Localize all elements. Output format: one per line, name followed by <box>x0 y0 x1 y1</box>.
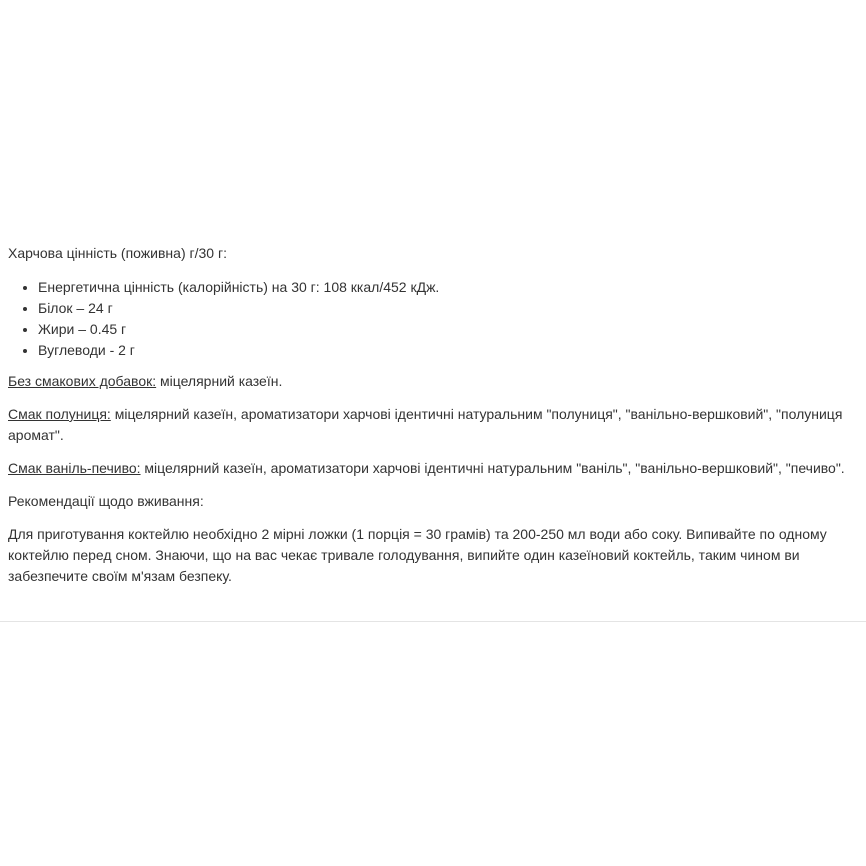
nutrition-heading: Харчова цінність (поживна) г/30 г: <box>8 245 227 261</box>
section-divider <box>0 621 866 622</box>
nutrition-item-carbs: • Вуглеводи - 2 г <box>38 340 858 361</box>
flavor-strawberry-text: міцелярний казеїн, ароматизатори харчові ідентичні натуральним "полуниця", "ванільно-вершковий", "полуниця аромат". <box>8 406 843 443</box>
flavor-vanilla-cookie-text: міцелярний казеїн, ароматизатори харчові ідентичні натуральним "ваніль", "ванільно-вершковий", "печиво". <box>140 460 845 476</box>
usage-text: Для приготування коктейлю необхідно 2 мірні ложки (1 порція = 30 грамів) та 200-250 мл води або соку. Випивайте по одному коктейлю перед сном. Знаючи, що на вас чекає тривале голодування, випийте один казеїновий коктейль, таким чином ви забезпечите своїм м'язам безпеку. <box>8 526 827 584</box>
nutrition-item-fat: • Жири – 0.45 г <box>38 319 858 340</box>
product-description <box>8 243 858 587</box>
nutrition-list <box>8 277 858 361</box>
nutrition-item-energy: • Енергетична цінність (калорійність) на 30 г: 108 ккал/452 кДж. <box>38 277 858 298</box>
usage-heading: Рекомендації щодо вживання: <box>8 493 204 509</box>
flavor-vanilla-cookie-label: Смак ваніль-печиво: <box>8 460 141 476</box>
flavor-vanilla-cookie <box>8 458 858 479</box>
flavor-plain <box>8 371 858 392</box>
flavor-plain-label: Без смакових добавок: <box>8 373 157 389</box>
flavor-strawberry <box>8 404 858 446</box>
flavor-plain-text: міцелярний казеїн. <box>156 373 283 389</box>
flavor-strawberry-label: Смак полуниця: <box>8 406 111 422</box>
nutrition-item-protein: • Білок – 24 г <box>38 298 858 319</box>
